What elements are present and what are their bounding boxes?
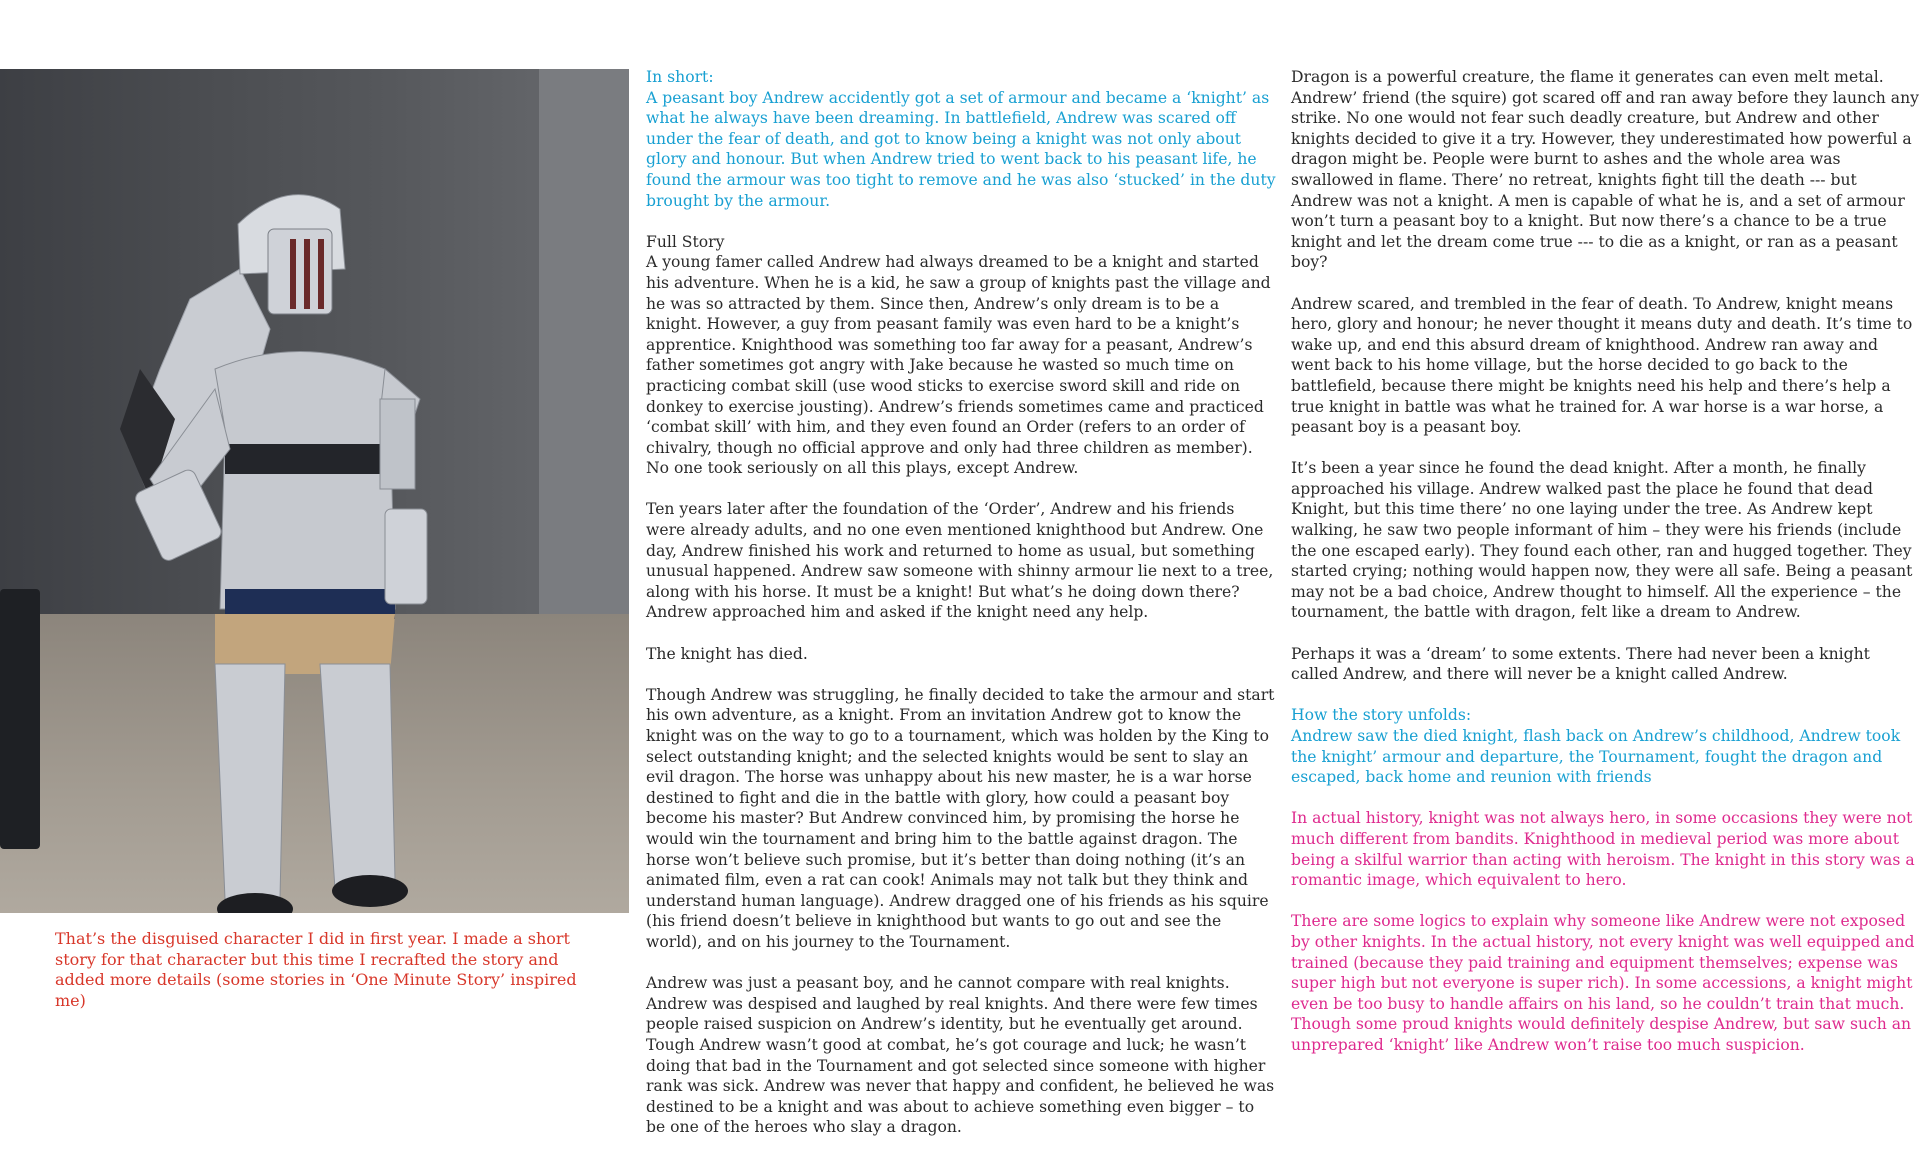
photo-caption: That’s the disguised character I did in first year. I made a short story for that character but this time I recrafted the story and added more details (some stories in ‘One Minute Story’ inspired me) [55,929,577,1010]
story-column-left [646,67,1276,1158]
armour-figure [0,69,629,913]
summary-text: A peasant boy Andrew accidently got a set of armour and became a ‘knight’ as what he always have been dreaming. In battlefield, Andrew was scared off under the fear of death, and got to know being a knight was not only about glory and honour. But when Andrew tried to went back to his peasant life, he found the armour was too tight to remove and he was also ‘stucked’ in the duty brought by the armour. [646,88,1276,210]
story-paragraph: Andrew was just a peasant boy, and he cannot compare with real knights. Andrew was despised and laughed by real knights. And there were few times people raised suspicion on Andrew’s identity, but he eventually get around. Tough Andrew wasn’t good at combat, he’s got courage and luck; he wasn’t doing that bad in the Tournament and got selected since someone with higher rank was sick. Andrew was never that happy and confident, he believed he was destined to be a knight and was about to achieve something even bigger – to be one of the heroes who slay a dragon. [646,974,1275,1137]
story-paragraph: It’s been a year since he found the dead knight. After a month, he finally approached his village. Andrew walked past the place he found that dead Knight, but this time there’ no one laying under the tree. As Andrew kept walking, he saw two people informant of him – they were his friends (include the one escaped early). They found each other, ran and hugged together. They started crying; nothing would happen now, they were all safe. Being a peasant may not be a bad choice, Andrew thought to himself. All the experience – the tournament, the battle with dragon, felt like a dream to Andrew. [1291,459,1913,622]
story-paragraph: The knight has died. [646,644,808,663]
costume-photo [0,69,629,913]
story-paragraph: Perhaps it was a ‘dream’ to some extents. There had never been a knight called Andrew, and there will never be a knight called Andrew. [1291,644,1870,684]
full-story-heading: Full Story [646,232,725,251]
story-paragraph: Dragon is a powerful creature, the flame it generates can even melt metal. Andrew’ friend (the squire) got scared off and ran away before they launch any strike. No one would not fear such deadly creature, but Andrew and other knights decided to give it a try. However, they underestimated how powerful a dragon might be. People were burnt to ashes and the whole area was swallowed in flame. There’ no retreat, knights fight till the death --- but Andrew was not a knight. A men is capable of what he is, and a set of armour won’t turn a peasant boy to a knight. But now there’s a chance to be a true knight and let the dream come true --- to die as a knight, or ran as a peasant boy? [1291,68,1919,272]
story-paragraph: Though Andrew was struggling, he finally decided to take the armour and start his own adventure, as a knight. From an invitation Andrew got to know the knight was on the way to go to a tournament, which was holden by the King to select outstanding knight; and the selected knights would be sent to slay an evil dragon. The horse was unhappy about his new master, he is a war horse destined to fight and die in the battle with glory, how could a peasant boy become his master? But Andrew convinced him, by promising the horse he would win the tournament and bring him to the battle against dragon. The horse won’t believe such promise, but it’s better than doing nothing (it’s an animated film, even a rat can cook! Animals may not talk but they think and understand human language). Andrew dragged one of his friends as his squire (his friend doesn’t believe in knighthood but wants to go out and see the world), and on his journey to the Tournament. [646,685,1275,951]
history-note: There are some logics to explain why someone like Andrew were not exposed by other knights. In the actual history, not every knight was well equipped and trained (because they paid training and equipment themselves; expense was super high but not everyone is super rich). In some accessions, a knight might even be too busy to handle affairs on his land, so he couldn’t train that much. Though some proud knights would definitely despise Andrew, but saw such an unprepared ‘knight’ like Andrew won’t raise too much suspicion. [1291,912,1915,1054]
story-paragraph: Ten years later after the foundation of the ‘Order’, Andrew and his friends were already adults, and no one even mentioned knighthood but Andrew. One day, Andrew finished his work and returned to home as usual, but something unusual happened. Andrew saw someone with shinny armour lie next to a tree, along with his horse. It must be a knight! But what’s he doing down there? Andrew approached him and asked if the knight need any help. [646,500,1274,622]
story-column-right [1291,67,1920,1076]
history-note: In actual history, knight was not always hero, in some occasions they were not much different from bandits. Knighthood in medieval period was more about being a skilful warrior than acting with heroism. The knight in this story was a romantic image, which equivalent to hero. [1291,809,1915,890]
unfold-heading: How the story unfolds: [1291,706,1472,725]
story-paragraph: A young famer called Andrew had always dreamed to be a knight and started his adventure. When he is a kid, he saw a group of knights past the village and he was so attracted by them. Since then, Andrew’s only dream is to be a knight. However, a guy from peasant family was even hard to be a knight’s apprentice. Knighthood was something too far away for a peasant, Andrew’s father sometimes got angry with Jake because he wasted so much time on practicing combat skill (use wood sticks to exercise sword skill and ride on donkey to exercise jousting). Andrew’s friends sometimes came and practiced ‘combat skill’ with him, and they even found an Order (refers to an order of chivalry, though no official approve and only had three children as member). No one took seriously on all this plays, except Andrew. [646,253,1271,478]
unfold-text: Andrew saw the died knight, flash back on Andrew’s childhood, Andrew took the knight’ armour and departure, the Tournament, fought the dragon and escaped, back home and reunion with friends [1291,727,1901,787]
story-paragraph: Andrew scared, and trembled in the fear of death. To Andrew, knight means hero, glory and honour; he never thought it means duty and death. It’s time to wake up, and end this absurd dream of knighthood. Andrew ran away and went back to his home village, but the horse decided to go back to the battlefield, because there might be knights need his help and there’s help a true knight in battle was what he trained for. A war horse is a war horse, a peasant boy is a peasant boy. [1291,294,1913,437]
summary-heading: In short: [646,68,714,86]
